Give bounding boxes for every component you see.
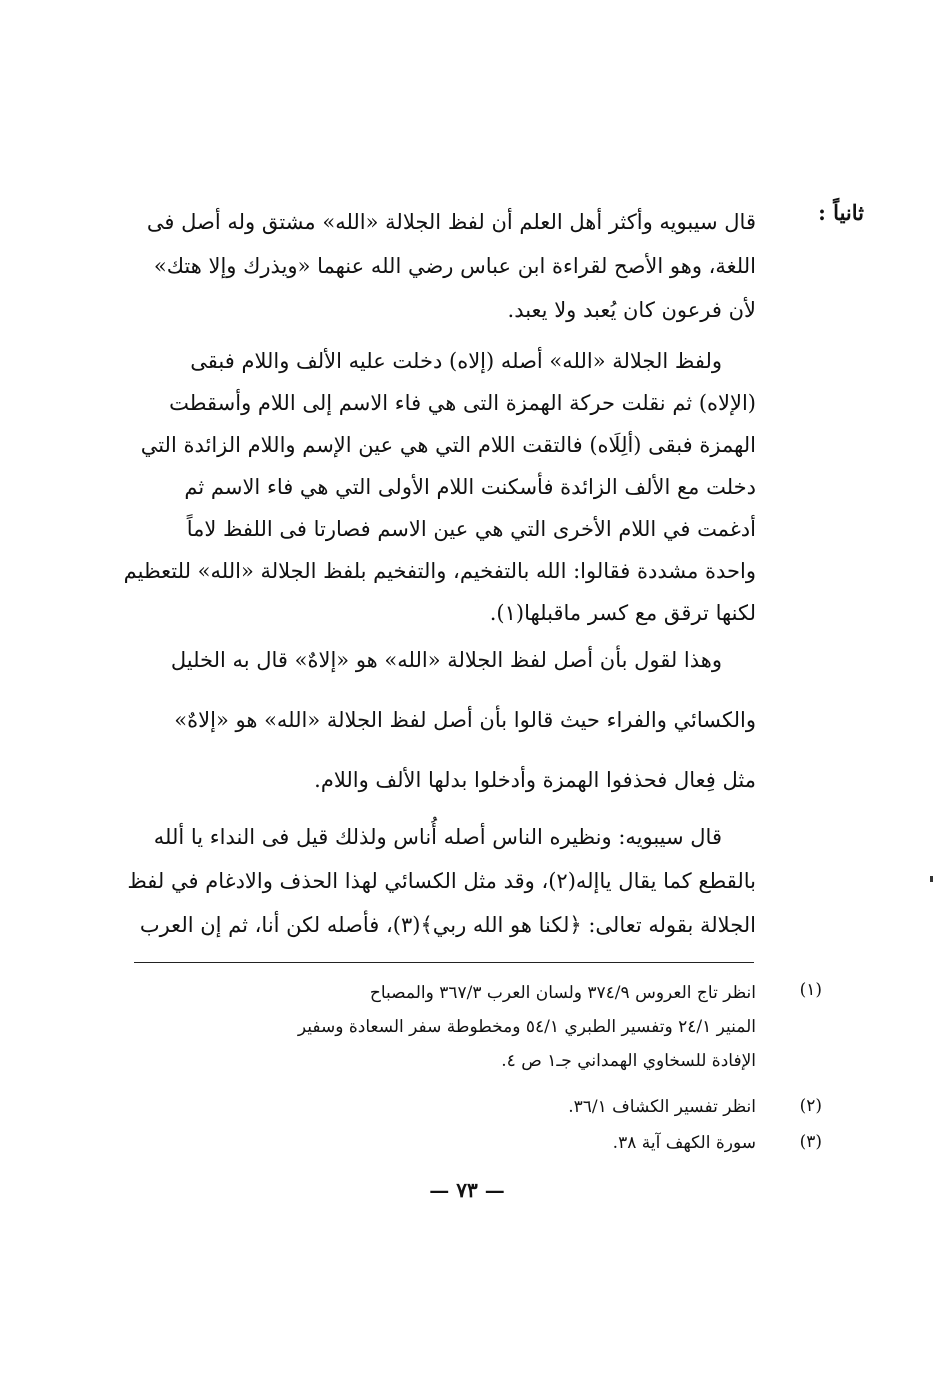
text-line: قال سيبويه وأكثر أهل العلم أن لفظ الجلالة «الله» مشتق وله أصل فى — [146, 210, 756, 234]
section-label: ثانياً : — [818, 200, 864, 225]
paragraph-3 — [156, 630, 756, 810]
footnote-number: (٢) — [799, 1096, 822, 1116]
footnote-text — [156, 1090, 756, 1124]
text-line: ولفظ الجلالة «الله» أصله (إلاه) دخلت عليه الألف واللام فبقى — [190, 349, 722, 373]
text-line: وهذا لقول بأن أصل لفظ الجلالة «الله» هو «إلاهٌ» قال به الخليل — [170, 648, 722, 672]
footnote-divider — [134, 962, 754, 963]
text-line: الهمزة فبقى (ألِلَاه) فالتقت اللام التي هي عين الإسم واللام الزائدة التي — [140, 433, 756, 457]
text-line: (الإلاه) ثم نقلت حركة الهمزة التى هي فاء الاسم إلى اللام وأسقطت — [169, 391, 756, 415]
text-line: مثل فِعال فحذفوا الهمزة وأدخلوا بدلها الألف واللام. — [314, 768, 756, 792]
footnote-text — [156, 976, 756, 1078]
text-line: والكسائي والفراء حيث قالوا بأن أصل لفظ الجلالة «الله» هو «إلاهٌ» — [174, 708, 756, 732]
footnote-line: انظر تاج العروس ٣٧٤/٩ ولسان العرب ٣٦٧/٣ والمصباح — [369, 983, 756, 1003]
page-number: — ٧٣ — — [429, 1178, 505, 1202]
text-line: لكنها ترقق مع كسر ماقبلها(١). — [489, 601, 756, 625]
text-line: دخلت مع الألف الزائدة فأسكنت اللام الأولى التي هي فاء الاسم ثم — [184, 475, 756, 499]
footnote-line: سورة الكهف آية ٣٨. — [612, 1133, 756, 1153]
text-line: أدغمت في اللام الأخرى التي هي عين الاسم فصارتا فى اللفظ لاماً — [186, 517, 756, 541]
paragraph-4 — [127, 815, 756, 947]
text-line: اللغة، وهو الأصح لقراءة ابن عباس رضي الله عنهما «ويذرك وإلا هتك» — [153, 254, 756, 278]
text-line: بالقطع كما يقال ياإله(٢)، وقد مثل الكسائي لهذا الحذف والادغام في لفظ — [127, 869, 756, 893]
footnote-text — [156, 1126, 756, 1160]
text-line: لأن فرعون كان يُعبد ولا يعبد. — [507, 298, 756, 322]
text-line: قال سيبويه: ونظيره الناس أصله أُناس ولذلك قيل فى النداء يا ألله — [153, 825, 722, 849]
footnote-line: الإفادة للسخاوي الهمداني جـ١ ص ٤. — [501, 1051, 756, 1071]
footnote-number: (٣) — [799, 1132, 822, 1152]
paragraph-1 — [146, 200, 756, 332]
text-line: واحدة مشددة فقالوا: الله بالتفخيم، والتفخيم بلفظ الجلالة «الله» للتعظيم — [123, 559, 756, 583]
paragraph-2 — [123, 340, 756, 634]
footnote-line: انظر تفسير الكشاف ٣٦/١. — [568, 1097, 756, 1117]
scan-mark — [930, 876, 933, 882]
footnote-line: المنير ٢٤/١ وتفسير الطبري ٥٤/١ ومخطوطة سفر السعادة وسفير — [297, 1017, 756, 1037]
footnote-number: (١) — [799, 980, 822, 1000]
text-line: الجلالة بقوله تعالى: ﴿لكنا هو الله ربي﴾(٣)، فأصله لكن أنا، ثم إن العرب — [139, 913, 756, 937]
